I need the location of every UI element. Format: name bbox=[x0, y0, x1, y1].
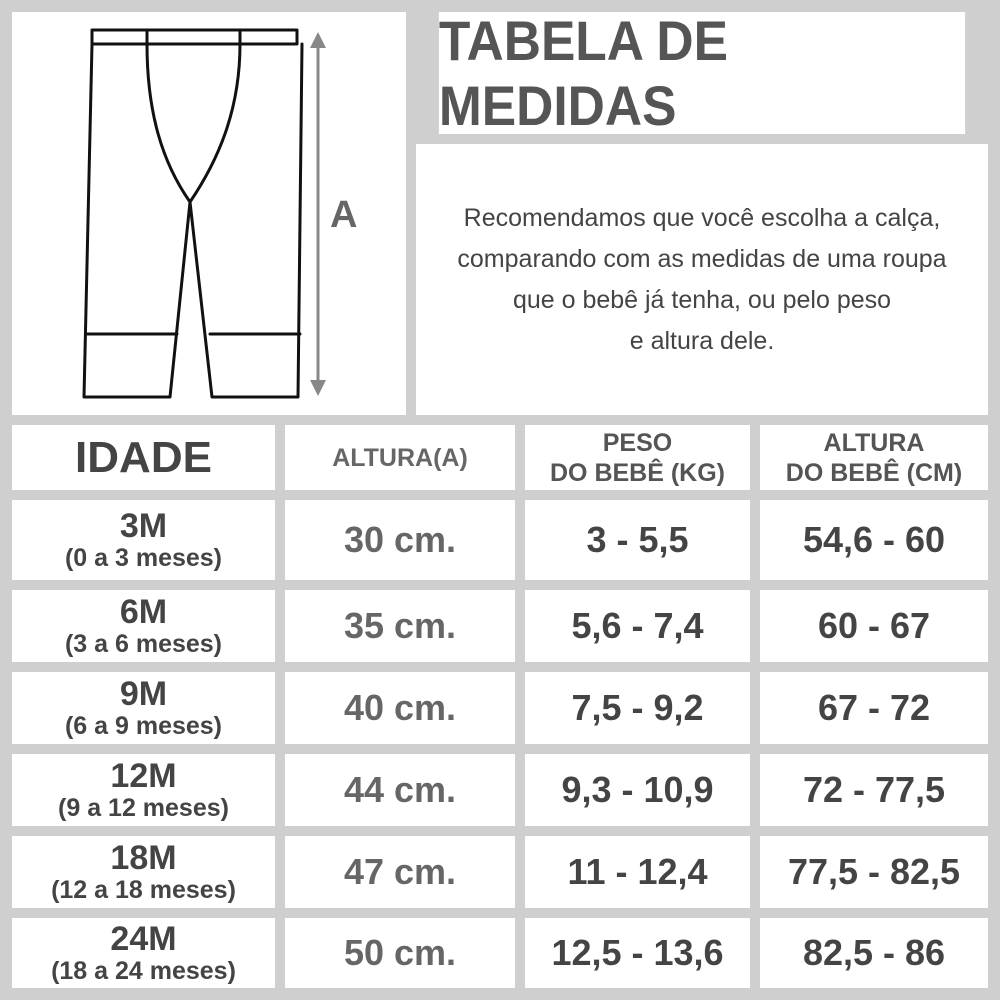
peso-value: 9,3 - 10,9 bbox=[525, 754, 750, 826]
table-row-age bbox=[12, 836, 275, 908]
header-altura-bebe bbox=[760, 425, 988, 490]
age-size: 12M bbox=[110, 757, 177, 795]
altura-value: 50 cm. bbox=[285, 918, 515, 988]
table-row-age bbox=[12, 590, 275, 662]
header-peso-line2: DO BEBÊ (KG) bbox=[550, 458, 725, 487]
table-row-age bbox=[12, 672, 275, 744]
description-panel bbox=[416, 144, 988, 415]
header-peso bbox=[525, 425, 750, 490]
altura-bebe-value: 82,5 - 86 bbox=[760, 918, 988, 988]
header-idade-label: IDADE bbox=[75, 432, 212, 482]
description-line: que o bebê já tenha, ou pelo peso bbox=[512, 285, 892, 314]
age-size: 24M bbox=[110, 920, 177, 958]
age-range: (6 a 9 meses) bbox=[64, 712, 223, 740]
peso-value: 5,6 - 7,4 bbox=[525, 590, 750, 662]
peso-value: 3 - 5,5 bbox=[525, 500, 750, 580]
peso-value: 12,5 - 13,6 bbox=[525, 918, 750, 988]
peso-value: 7,5 - 9,2 bbox=[525, 672, 750, 744]
header-altura-a bbox=[285, 425, 515, 490]
measure-label: A bbox=[330, 194, 358, 236]
age-range: (12 a 18 meses) bbox=[51, 876, 236, 904]
age-size: 6M bbox=[119, 593, 168, 631]
altura-value: 47 cm. bbox=[285, 836, 515, 908]
age-range: (0 a 3 meses) bbox=[64, 544, 223, 572]
age-size: 9M bbox=[119, 675, 168, 713]
age-range: (3 a 6 meses) bbox=[64, 630, 223, 658]
header-altura-line2: DO BEBÊ (CM) bbox=[785, 458, 963, 487]
header-idade bbox=[12, 425, 275, 490]
age-size: 3M bbox=[119, 507, 168, 545]
age-range: (9 a 12 meses) bbox=[58, 794, 229, 822]
description-line: Recomendamos que você escolha a calça, bbox=[463, 203, 941, 232]
altura-bebe-value: 54,6 - 60 bbox=[760, 500, 988, 580]
altura-bebe-value: 60 - 67 bbox=[760, 590, 988, 662]
description-line: comparando com as medidas de uma roupa bbox=[457, 244, 947, 273]
altura-value: 30 cm. bbox=[285, 500, 515, 580]
table-row-age bbox=[12, 500, 275, 580]
table-row-age bbox=[12, 918, 275, 988]
table-row-age bbox=[12, 754, 275, 826]
altura-bebe-value: 77,5 - 82,5 bbox=[760, 836, 988, 908]
altura-value: 40 cm. bbox=[285, 672, 515, 744]
age-range: (18 a 24 meses) bbox=[51, 957, 236, 985]
altura-value: 44 cm. bbox=[285, 754, 515, 826]
altura-value: 35 cm. bbox=[285, 590, 515, 662]
header-altura-a-label: ALTURA(A) bbox=[332, 443, 468, 472]
age-size: 18M bbox=[110, 839, 177, 877]
header-altura-line1: ALTURA bbox=[823, 428, 925, 457]
description-line: e altura dele. bbox=[629, 326, 775, 355]
peso-value: 11 - 12,4 bbox=[525, 836, 750, 908]
altura-bebe-value: 67 - 72 bbox=[760, 672, 988, 744]
pants-diagram-panel bbox=[12, 12, 406, 415]
header-peso-line1: PESO bbox=[602, 428, 673, 457]
altura-bebe-value: 72 - 77,5 bbox=[760, 754, 988, 826]
page-title: TABELA DE MEDIDAS bbox=[439, 12, 965, 134]
